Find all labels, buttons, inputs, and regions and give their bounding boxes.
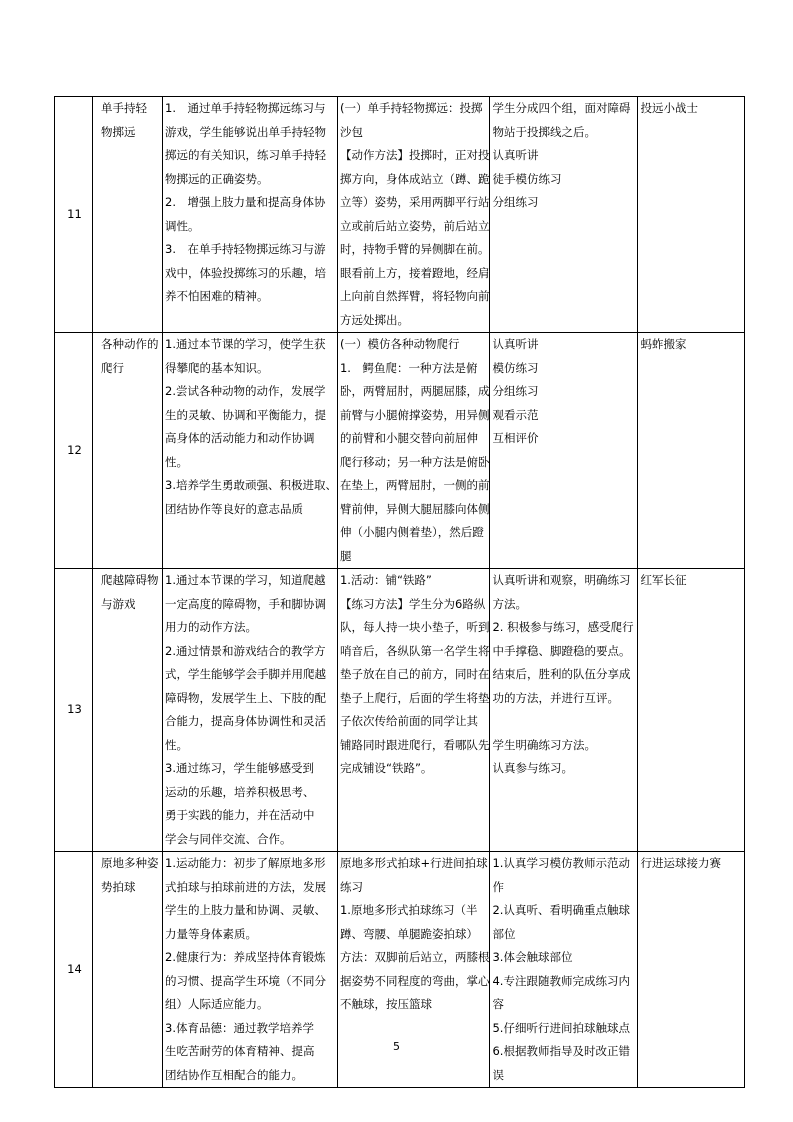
text-line: 容 bbox=[492, 997, 504, 1011]
teaching-content bbox=[337, 97, 490, 333]
text-line: 合能力，提高身体协调性和灵活 bbox=[165, 714, 326, 728]
text-line: 功的方法，并进行互评。 bbox=[492, 690, 619, 705]
text-line: 一定高度的障碍物，手和脚协调 bbox=[165, 596, 326, 611]
text-line: 5.仔细听行进间拍球触球点 bbox=[492, 1020, 630, 1035]
text-line: 垫子上爬行，后面的学生将垫 bbox=[339, 690, 490, 705]
text-line: 生吃苦耐劳的体育精神、提高 bbox=[165, 1044, 315, 1058]
lesson-plan-table bbox=[54, 96, 745, 1088]
text-line: 【练习方法】学生分为6路纵 bbox=[339, 596, 486, 611]
text-line: 在垫上，两臂屈肘，一侧的前 bbox=[339, 478, 490, 492]
text-line: 生的灵敏、协调和平衡能力，提 bbox=[165, 407, 326, 422]
teaching-content bbox=[337, 569, 490, 852]
text-line bbox=[492, 710, 637, 734]
text-line: 1.运动能力：初步了解原地多形 bbox=[165, 856, 326, 870]
teaching-goals bbox=[163, 333, 338, 569]
text-line: 1.通过本节课的学习，使学生获 bbox=[165, 337, 326, 351]
lesson-number: 12 bbox=[55, 333, 93, 569]
text-line: 物站于投掷线之后。 bbox=[492, 124, 596, 139]
text-line: 用力的动作方法。 bbox=[165, 620, 257, 634]
text-line: 认真听讲 bbox=[492, 148, 539, 162]
text-line: 认真听讲和观察，明确练习 bbox=[492, 573, 631, 587]
text-line: 认真参与练习。 bbox=[492, 761, 573, 775]
text-line: 学生分成四个组，面对障碍 bbox=[492, 101, 631, 115]
text-line: 2.健康行为：养成坚持体育锻炼 bbox=[165, 950, 326, 964]
text-line: 3.体会触球部位 bbox=[492, 950, 573, 964]
lesson-number: 11 bbox=[55, 97, 93, 333]
text-line: 原地多种姿 bbox=[101, 856, 159, 870]
text-line: (一）单手持轻物掷远：投掷 bbox=[339, 101, 483, 115]
text-line: 运动的乐趣，培养积极思考、 bbox=[165, 784, 315, 799]
text-line: 子依次传给前面的同学让其 bbox=[339, 714, 478, 728]
text-line: 方法：双脚前后站立，两膝根 bbox=[339, 950, 490, 964]
text-line: 物掷远的正确姿势。 bbox=[165, 171, 269, 186]
text-line: 蹲、弯腰、单腿跪姿拍球） bbox=[339, 926, 478, 941]
text-line: 游戏，学生能够说出单手持轻物 bbox=[165, 124, 326, 139]
text-line: 红军长征 bbox=[640, 573, 687, 587]
text-line: 的习惯、提高学生环境（不同分 bbox=[165, 973, 326, 988]
text-line: 观看示范 bbox=[492, 407, 539, 422]
text-line: 练习 bbox=[339, 879, 363, 894]
text-line: 分组练习 bbox=[492, 195, 539, 209]
text-line: 学生明确练习方法。 bbox=[492, 737, 596, 752]
text-line: 立或前后站立姿势，前后站立 bbox=[339, 218, 490, 233]
lesson-name bbox=[93, 569, 163, 852]
text-line: (一）模仿各种动物爬行 bbox=[339, 337, 460, 351]
text-line: 徒手模仿练习 bbox=[492, 171, 562, 186]
text-line: 卧，两臂屈肘，两腿屈膝，成 bbox=[339, 384, 490, 398]
text-line: 爬行 bbox=[101, 360, 124, 375]
teaching-content bbox=[337, 333, 490, 569]
text-line: 爬越障碍物 bbox=[101, 573, 159, 587]
text-line: 伸（小腿内侧着垫），然后蹬 bbox=[339, 525, 484, 539]
student-activity bbox=[490, 333, 638, 569]
text-line: 1. 鳄鱼爬：一种方法是俯 bbox=[339, 360, 478, 375]
text-line: 各种动作的 bbox=[101, 337, 159, 351]
text-line: 2. 增强上肢力量和提高身体协 bbox=[165, 195, 326, 209]
game-cell bbox=[638, 333, 745, 569]
text-line: 完成铺设“铁路”。 bbox=[339, 761, 433, 775]
text-line: 据姿势不同程度的弯曲，掌心 bbox=[339, 973, 490, 988]
text-line: 调性。 bbox=[165, 218, 200, 233]
text-line: 前臂与小腿俯撑姿势，用异侧 bbox=[339, 407, 490, 422]
text-line: 误 bbox=[492, 1067, 504, 1082]
text-line: 立等）姿势，采用两脚平行站 bbox=[339, 195, 490, 209]
text-line: 2.认真听、看明确重点触球 bbox=[492, 903, 630, 917]
text-line: 时，持物手臂的异侧脚在前。 bbox=[339, 242, 490, 256]
text-line: 眼看前上方，接着蹬地，经肩 bbox=[339, 265, 490, 280]
text-line: 与游戏 bbox=[101, 596, 136, 611]
student-activity bbox=[490, 569, 638, 852]
text-line: 组）人际适应能力。 bbox=[165, 997, 269, 1011]
text-line: 认真听讲 bbox=[492, 337, 539, 351]
text-line: 结束后，胜利的队伍分享成 bbox=[492, 667, 631, 681]
text-line: 掷远的有关知识，练习单手持轻 bbox=[165, 148, 326, 162]
text-line: 模仿练习 bbox=[492, 360, 539, 375]
text-line: 物掷远 bbox=[101, 124, 136, 139]
text-line: 不触球，按压篮球 bbox=[339, 997, 432, 1011]
text-line: 力量等身体素质。 bbox=[165, 926, 257, 941]
text-line: 1.原地多形式拍球练习（半 bbox=[339, 903, 478, 917]
student-activity bbox=[490, 97, 638, 333]
text-line: 戏中，体验投掷练习的乐趣，培 bbox=[165, 265, 326, 280]
text-line: 3.通过练习，学生能够感受到 bbox=[165, 761, 314, 775]
text-line: 【动作方法】投掷时，正对投 bbox=[339, 148, 490, 162]
text-line: 分组练习 bbox=[492, 384, 539, 398]
lesson-number: 13 bbox=[55, 569, 93, 852]
text-line: 障碍物，发展学生上、下肢的配 bbox=[165, 690, 326, 705]
text-line: 方法。 bbox=[492, 596, 527, 611]
text-line: 上向前自然挥臂，将轻物向前 bbox=[339, 289, 490, 303]
text-line: 3.培养学生勇敢顽强、积极进取、 bbox=[165, 478, 337, 492]
game-cell bbox=[638, 97, 745, 333]
text-line: 单手持轻 bbox=[101, 101, 147, 115]
text-line: 式，学生能够学会手脚并用爬越 bbox=[165, 667, 326, 681]
text-line: 腿 bbox=[339, 548, 352, 563]
text-line: 互相评价 bbox=[492, 431, 539, 445]
text-line: 沙包 bbox=[339, 124, 363, 139]
text-line: 原地多形式拍球+行进间拍球 bbox=[339, 856, 488, 870]
text-line: 性。 bbox=[165, 454, 188, 469]
text-line: 垫子放在自己的前方，同时在 bbox=[339, 667, 490, 681]
text-line: 中手撑稳、脚蹬稳的要点。 bbox=[492, 643, 631, 658]
text-line: 部位 bbox=[492, 926, 516, 941]
text-line: 2. 积极参与练习，感受爬行 bbox=[492, 620, 634, 634]
lesson-name bbox=[93, 97, 163, 333]
table-row bbox=[55, 97, 745, 333]
table-row bbox=[55, 569, 745, 852]
text-line: 行进运球接力赛 bbox=[640, 856, 721, 870]
page-number: 5 bbox=[393, 1040, 400, 1053]
text-line: 1.认真学习模仿教师示范动 bbox=[492, 856, 630, 870]
lesson-name bbox=[93, 333, 163, 569]
lesson-number: 14 bbox=[55, 852, 93, 1088]
text-line: 3.体育品德：通过教学培养学 bbox=[165, 1020, 314, 1035]
text-line: 高身体的活动能力和动作协调 bbox=[165, 431, 315, 445]
text-line: 哨音后，各纵队第一名学生将 bbox=[339, 643, 490, 658]
text-line: 作 bbox=[492, 879, 504, 894]
text-line: 性。 bbox=[165, 737, 188, 752]
text-line: 2.尝试各种动物的动作，发展学 bbox=[165, 384, 326, 398]
game-cell bbox=[638, 569, 745, 852]
text-line: 得攀爬的基本知识。 bbox=[165, 360, 269, 375]
teaching-goals bbox=[163, 97, 338, 333]
table-row bbox=[55, 333, 745, 569]
text-line: 6.根据教师指导及时改正错 bbox=[492, 1044, 630, 1058]
text-line: 1.通过本节课的学习，知道爬越 bbox=[165, 573, 326, 587]
text-line: 2.通过情景和游戏结合的教学方 bbox=[165, 643, 326, 658]
text-line: 学会与同伴交流、合作。 bbox=[165, 831, 292, 846]
text-line: 方远处掷出。 bbox=[339, 312, 409, 327]
text-line: 爬行移动；另一种方法是俯卧 bbox=[339, 454, 490, 469]
text-line: 臂前伸，异侧大腿屈膝向体侧 bbox=[339, 501, 490, 516]
text-line: 1. 通过单手持轻物掷远练习与 bbox=[165, 101, 326, 115]
text-line: 1.活动：铺“铁路” bbox=[339, 573, 432, 587]
text-line: 团结协作等良好的意志品质 bbox=[165, 501, 303, 516]
text-line: 掷方向，身体成站立（蹲、跪 bbox=[339, 171, 490, 186]
text-line: 式拍球与拍球前进的方法，发展 bbox=[165, 879, 326, 894]
text-line: 铺路同时跟进爬行，看哪队先 bbox=[339, 737, 490, 752]
text-line: 4.专注跟随教师完成练习内 bbox=[492, 973, 630, 988]
text-line: 势拍球 bbox=[101, 879, 136, 894]
text-line: 投远小战士 bbox=[640, 101, 698, 115]
text-line: 3. 在单手持轻物掷远练习与游 bbox=[165, 242, 326, 256]
text-line: 团结协作互相配合的能力。 bbox=[165, 1067, 303, 1082]
teaching-goals bbox=[163, 569, 338, 852]
text-line: 蚂蚱搬家 bbox=[640, 337, 687, 351]
text-line: 队，每人持一块小垫子，听到 bbox=[339, 620, 490, 634]
text-line: 勇于实践的能力，并在活动中 bbox=[165, 808, 315, 822]
text-line: 的前臂和小腿交替向前屈伸 bbox=[339, 431, 478, 445]
text-line: 学生的上肢力量和协调、灵敏、 bbox=[165, 903, 326, 917]
text-line: 养不怕困难的精神。 bbox=[165, 289, 269, 303]
